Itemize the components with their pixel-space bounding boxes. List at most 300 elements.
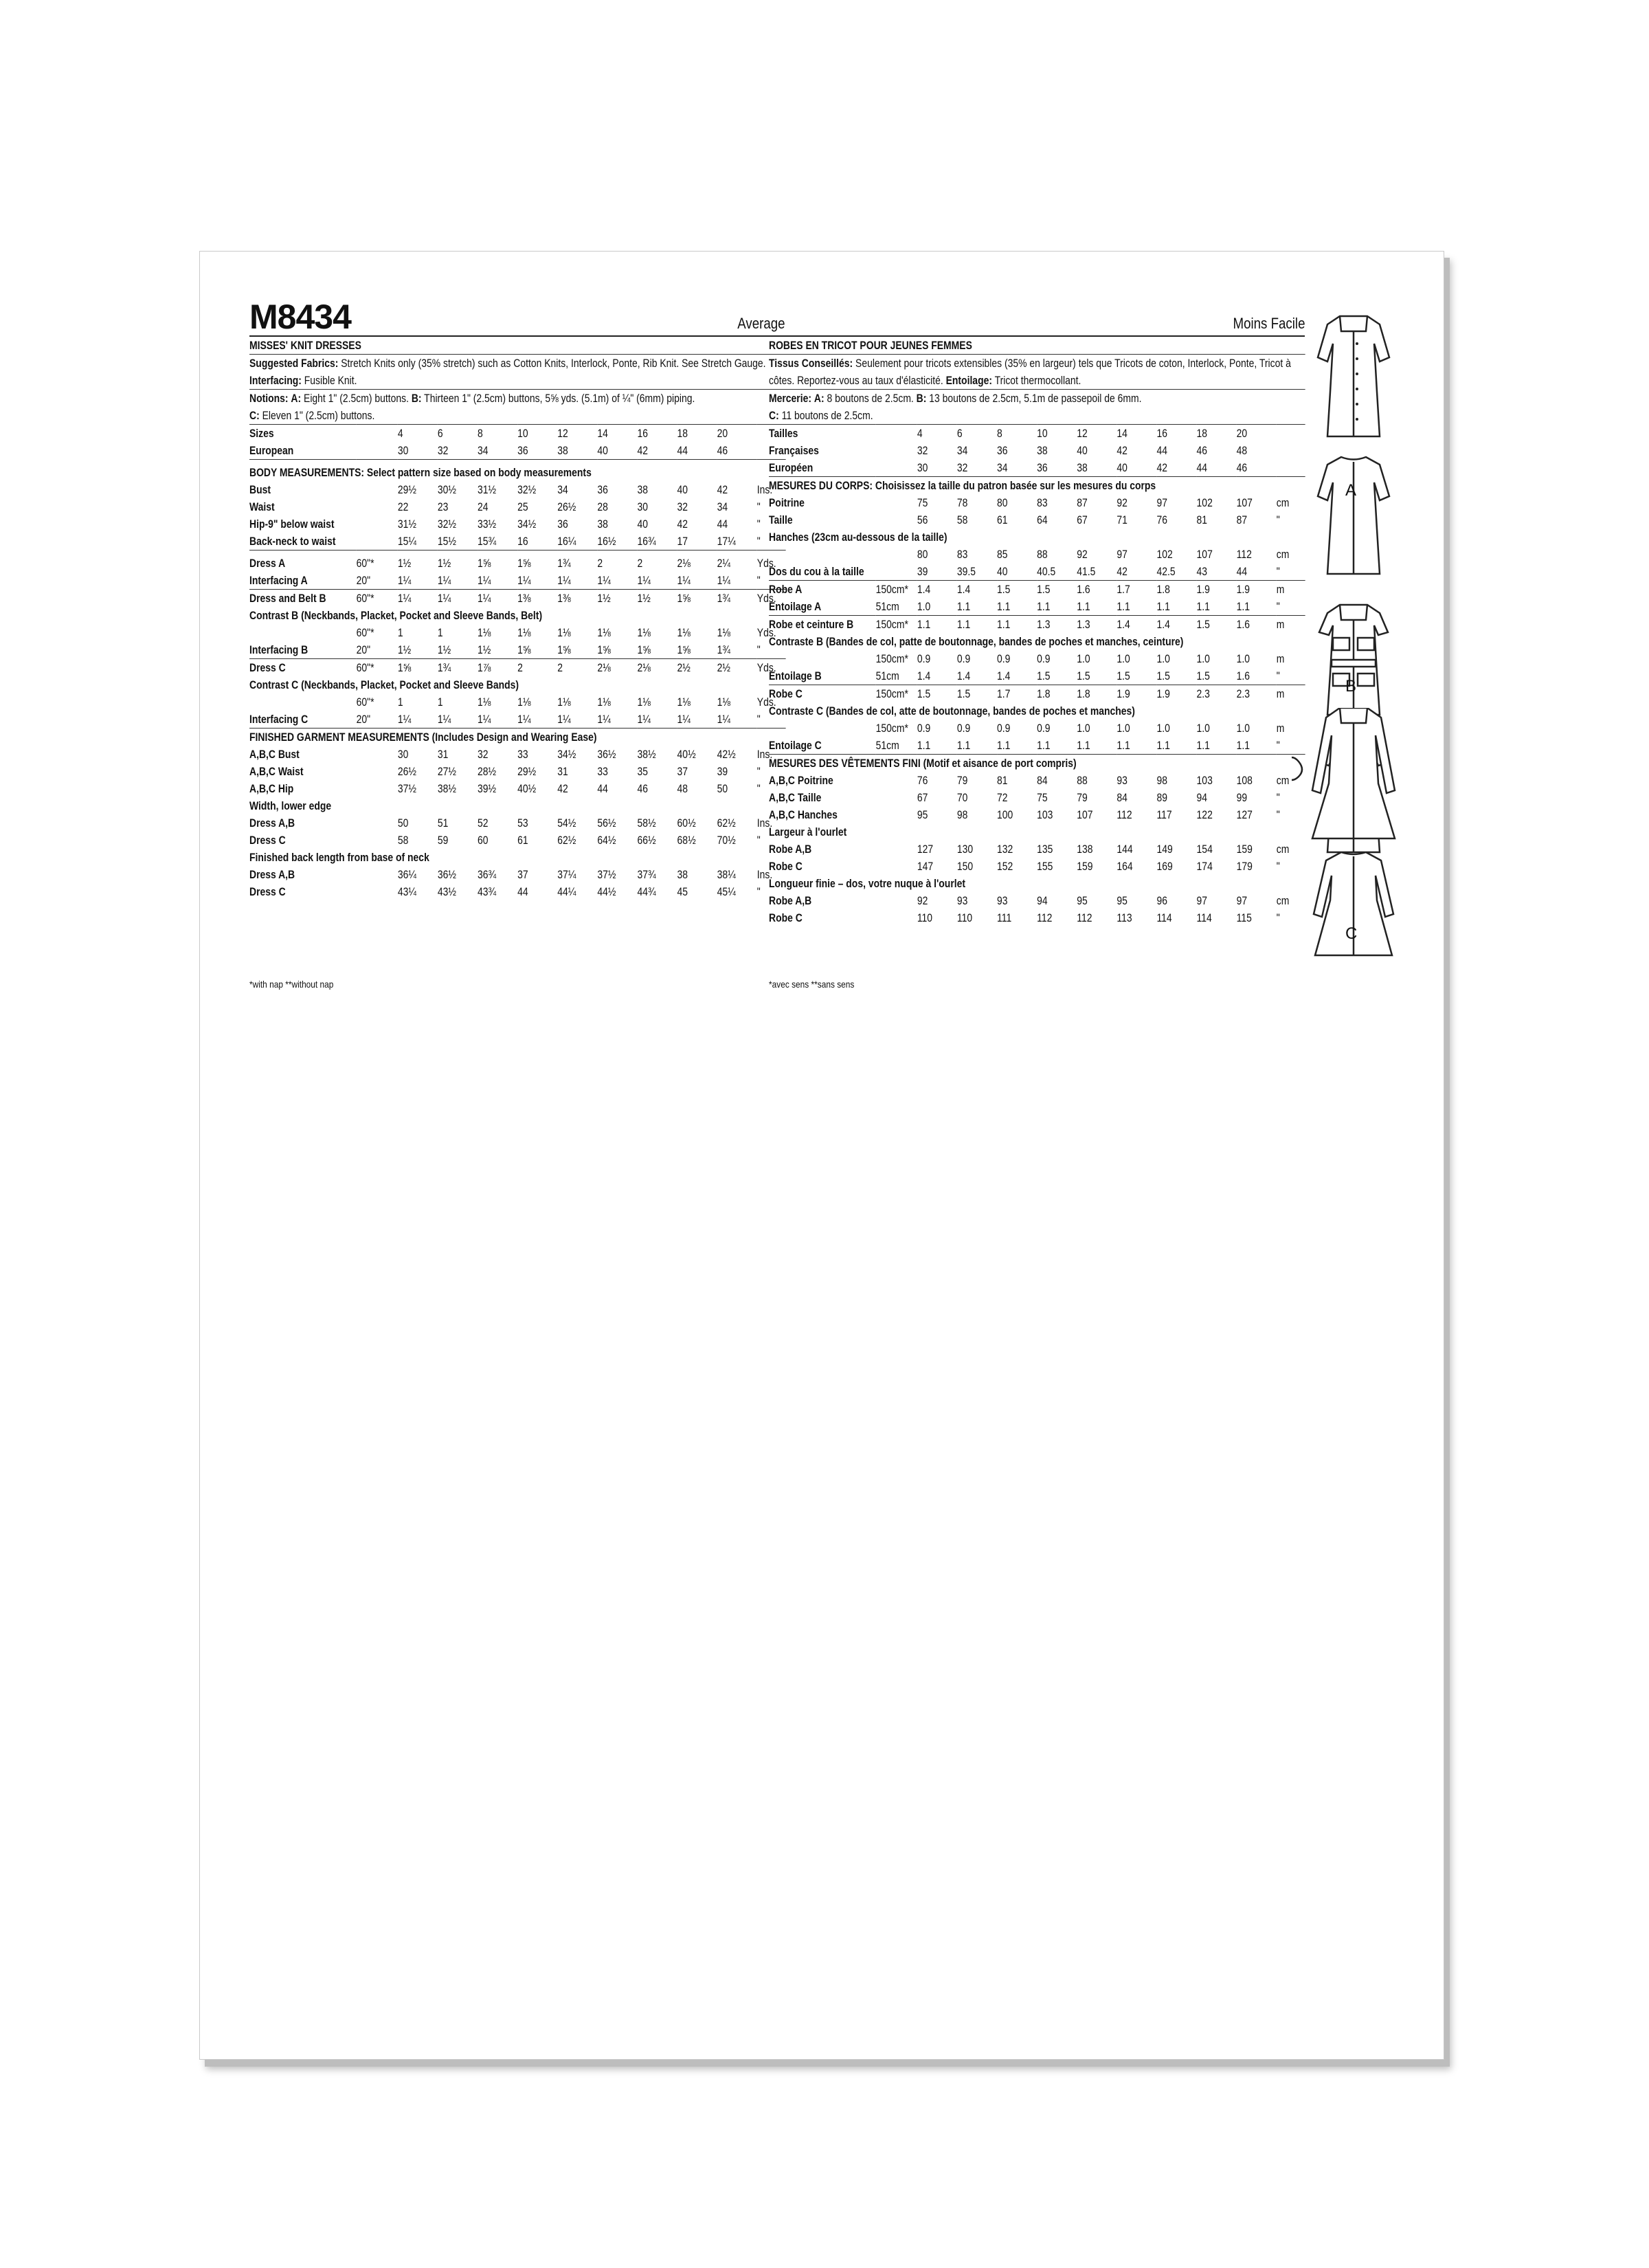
size-value: 70½ [717, 834, 736, 847]
size-value: 15½ [437, 535, 457, 548]
size-value: 28½ [478, 765, 497, 778]
size-value: 16¾ [637, 535, 656, 548]
table-row [249, 425, 785, 443]
size-value: 1¾ [717, 590, 757, 608]
size-value: 1.0 [1196, 652, 1210, 665]
size-value: 1.7 [997, 685, 1037, 703]
size-value: 32½ [437, 518, 457, 531]
fabric-width: 60"* [357, 590, 398, 608]
table-row [249, 676, 785, 693]
size-value: 42 [1117, 565, 1128, 578]
size-value: 43½ [437, 885, 457, 898]
size-value: 102 [1156, 548, 1173, 561]
size-value: 135 [1037, 843, 1053, 856]
size-value: 1½ [437, 643, 451, 656]
fabric-width [357, 425, 398, 443]
size-value: 12 [1077, 425, 1117, 443]
size-value: 1.1 [1236, 600, 1250, 613]
size-value: 1.1 [1196, 739, 1210, 752]
size-value: 1⅝ [557, 643, 571, 656]
size-value: 95 [917, 808, 928, 821]
english-info [249, 337, 785, 900]
size-value: 71 [1117, 513, 1128, 526]
table-row [249, 551, 785, 572]
table-row [769, 720, 1305, 737]
size-value: 45¼ [717, 885, 736, 898]
size-value: 1⅞ [478, 659, 517, 677]
size-value: 44½ [597, 885, 616, 898]
table-row [769, 563, 1305, 581]
row-label: Dress C [249, 659, 357, 677]
size-value: 1 [397, 696, 403, 709]
size-value: 96 [1156, 894, 1167, 907]
size-value: 4 [398, 425, 438, 443]
size-value: 1.1 [1037, 600, 1051, 613]
size-value: 38½ [637, 748, 656, 761]
notions-c-label-fr: C: [769, 409, 779, 422]
row-label: A,B,C Poitrine [769, 774, 833, 787]
size-value: 58 [956, 513, 968, 526]
unit: " [756, 713, 761, 726]
size-value: 111 [997, 911, 1012, 924]
row-heading: Contraste C (Bandes de col, atte de boutonnage, bandes de poches et manches) [769, 704, 1135, 718]
fabrics-paragraph-fr [769, 355, 1305, 390]
size-value: 40 [1077, 444, 1088, 457]
row-label: Tailles [769, 425, 876, 443]
size-value: 150 [956, 860, 974, 873]
table-row [249, 641, 785, 659]
size-value: 97 [1196, 894, 1208, 907]
fabric-width: 51cm [875, 600, 899, 613]
notions-a: Eight 1" (2.5cm) buttons. [304, 392, 409, 405]
row-label: Européen [769, 461, 814, 474]
unit: " [756, 885, 761, 898]
size-value: 89 [1156, 791, 1167, 804]
unit: m [1277, 581, 1305, 599]
size-value: 32 [917, 444, 928, 457]
table-row [769, 755, 1305, 772]
row-label: Dress C [249, 834, 286, 847]
table-row [769, 685, 1305, 703]
size-value: 1⅝ [597, 643, 611, 656]
notions-b-label-fr: B: [916, 392, 927, 405]
table-row [249, 866, 785, 883]
table-row [769, 806, 1305, 823]
size-value: 1¼ [637, 574, 651, 587]
size-value: 16½ [597, 535, 616, 548]
row-heading: Hanches (23cm au-dessous de la taille) [769, 531, 947, 544]
size-value: 1¼ [438, 590, 478, 608]
dress-c-front-drawing [1312, 708, 1395, 838]
size-value: 1¼ [478, 713, 491, 726]
size-value: 44 [597, 782, 608, 795]
size-value: 1½ [438, 551, 478, 572]
row-label [249, 624, 357, 641]
fabric-width: 51cm [875, 669, 899, 682]
size-value: 34 [956, 444, 968, 457]
size-value: 1.5 [957, 685, 997, 703]
size-value: 159 [1236, 843, 1253, 856]
unit: " [756, 518, 761, 531]
fabric-width [876, 909, 917, 926]
size-value: 1.1 [917, 616, 957, 634]
size-value: 154 [1196, 843, 1213, 856]
table-row [769, 737, 1305, 755]
row-label: A,B,C Hanches [769, 808, 838, 821]
size-value: 39.5 [956, 565, 976, 578]
size-value: 48 [677, 782, 688, 795]
size-value: 68½ [677, 834, 696, 847]
table-row [249, 624, 785, 641]
size-value: 37½ [397, 782, 416, 795]
size-value: 94 [1196, 791, 1208, 804]
notions-a-label: A: [291, 392, 302, 405]
size-value: 1⅝ [677, 590, 717, 608]
size-value: 20 [1237, 425, 1277, 443]
size-value: 1½ [637, 590, 677, 608]
unit: " [756, 574, 761, 587]
size-value: 72 [997, 791, 1008, 804]
size-value: 80 [917, 548, 928, 561]
size-value: 37 [677, 765, 688, 778]
size-value: 79 [956, 774, 968, 787]
view-label-c: C [1345, 924, 1358, 943]
size-value: 32½ [517, 483, 537, 496]
row-heading: Contraste B (Bandes de col, patte de boutonnage, bandes de poches et manches, ceinture) [769, 635, 1184, 648]
size-value: 1⅜ [517, 590, 557, 608]
size-value: 1¼ [478, 574, 491, 587]
fabric-width [876, 459, 917, 477]
size-value: 38 [1037, 444, 1048, 457]
table-row [769, 511, 1305, 529]
table-row [249, 711, 785, 729]
size-value: 93 [1117, 774, 1128, 787]
size-value: 92 [1117, 496, 1128, 509]
size-value: 1.1 [956, 739, 971, 752]
size-value: 36¾ [478, 868, 497, 881]
row-label: Bust [249, 483, 271, 496]
table-row [249, 498, 785, 515]
size-value: 1.9 [1117, 685, 1156, 703]
size-value: 75 [1037, 791, 1048, 804]
size-value: 25 [517, 500, 528, 513]
size-value: 1.0 [1077, 722, 1090, 735]
size-value: 37¼ [557, 868, 576, 881]
size-value: 1¾ [557, 551, 597, 572]
size-value: 1.4 [917, 669, 931, 682]
row-label: Robe A,B [769, 894, 812, 907]
size-value: 1 [397, 626, 403, 639]
size-value: 1.6 [1077, 581, 1117, 599]
unit: " [756, 765, 761, 778]
fabrics-text: Stretch Knits only (35% stretch) such as Cotton Knits, Interlock, Ponte, Rib Knit. See Stretch Gauge. [341, 357, 766, 370]
size-value: 15¼ [397, 535, 416, 548]
row-heading: BODY MEASUREMENTS: Select pattern size based on body measurements [249, 460, 785, 482]
fabric-width [876, 892, 917, 909]
size-value: 38 [557, 444, 568, 457]
fabric-width [357, 814, 398, 832]
notions-b-fr: 13 boutons de 2.5cm, 5.1m de passepoil de 6mm. [929, 392, 1142, 405]
notions-label-fr: Mercerie: [769, 392, 811, 405]
row-heading: Contrast C (Neckbands, Placket, Pocket and Sleeve Bands) [249, 678, 519, 691]
size-value: 40.5 [1037, 565, 1056, 578]
table-row [249, 849, 785, 866]
table-row [769, 494, 1305, 511]
size-value: 2⅛ [597, 659, 637, 677]
french-measurement-table [769, 424, 1305, 926]
table-row [249, 693, 785, 711]
size-value: 36 [1037, 461, 1048, 474]
size-value: 33 [597, 765, 608, 778]
size-value: 40 [597, 444, 608, 457]
garment-title-fr: ROBES EN TRICOT POUR JEUNES FEMMES [769, 337, 1305, 355]
size-value: 85 [997, 548, 1008, 561]
size-value: 76 [1156, 513, 1167, 526]
size-value: 80 [997, 496, 1008, 509]
size-value: 39 [917, 565, 928, 578]
unit: Ins. [756, 748, 773, 761]
size-value: 4 [917, 425, 957, 443]
unit: cm [1276, 548, 1290, 561]
size-value: 87 [1236, 513, 1248, 526]
size-value: 30½ [437, 483, 457, 496]
fabric-width: 20" [356, 574, 371, 587]
size-value: 1.8 [1037, 685, 1077, 703]
size-value: 1.4 [957, 581, 997, 599]
fabrics-label-fr: Tissus Conseillés: [769, 357, 853, 370]
notions-paragraph [249, 390, 785, 424]
interfacing-text-fr: Tricot thermocollant. [994, 374, 1081, 387]
size-value: 110 [956, 911, 973, 924]
size-value: 114 [1156, 911, 1172, 924]
size-value: 62½ [717, 816, 736, 830]
table-row [769, 477, 1305, 495]
table-row [249, 814, 785, 832]
size-value: 107 [1077, 808, 1093, 821]
size-value: 45 [677, 885, 688, 898]
fabric-width [357, 780, 398, 797]
size-value: 44¾ [637, 885, 656, 898]
row-label: A,B,C Waist [249, 765, 304, 778]
row-label: Dress A,B [249, 816, 295, 830]
size-value: 35 [637, 765, 648, 778]
size-value: 152 [997, 860, 1013, 873]
size-value: 44 [517, 885, 528, 898]
size-value: 112 [1236, 548, 1252, 561]
pattern-envelope-back [199, 251, 1444, 2060]
size-value: 1.1 [997, 600, 1011, 613]
row-label: A,B,C Hip [249, 782, 294, 795]
size-value: 1.1 [957, 616, 997, 634]
size-value: 1.6 [1237, 616, 1277, 634]
size-value: 1⅝ [637, 643, 651, 656]
fabric-width [357, 515, 398, 533]
size-value: 127 [1236, 808, 1253, 821]
unit: Yds. [757, 551, 786, 572]
size-value: 1.1 [997, 739, 1011, 752]
size-value: 84 [1037, 774, 1048, 787]
size-value: 39 [717, 765, 728, 778]
dress-b-front-drawing [1319, 605, 1388, 715]
size-value: 1.6 [1236, 669, 1250, 682]
size-value: 164 [1117, 860, 1133, 873]
notions-b: Thirteen 1" (2.5cm) buttons, 5⅝ yds. (5.1m) of ¼" (6mm) piping. [424, 392, 695, 405]
size-value: 1¼ [637, 713, 651, 726]
fabric-width: 60"* [357, 659, 398, 677]
row-label: Robe C [769, 860, 803, 873]
interfacing-label: Interfacing: [249, 374, 302, 387]
unit: Ins. [756, 483, 773, 496]
fabric-width [876, 858, 917, 875]
notions-paragraph-fr [769, 390, 1305, 424]
row-label: Dress A [249, 551, 357, 572]
table-row [769, 425, 1305, 443]
size-value: 1.5 [1037, 581, 1077, 599]
row-label: Robe et ceinture B [769, 616, 876, 634]
size-value: 97 [1156, 496, 1167, 509]
notions-c: Eleven 1" (2.5cm) buttons. [262, 409, 375, 422]
size-value: 1.1 [917, 739, 931, 752]
size-value: 41.5 [1077, 565, 1096, 578]
size-value: 1.1 [1196, 600, 1210, 613]
row-label: A,B,C Taille [769, 791, 822, 804]
size-value: 100 [997, 808, 1013, 821]
size-value: 2 [597, 551, 637, 572]
size-value: 1¼ [677, 574, 691, 587]
size-value: 1¼ [557, 713, 571, 726]
row-label: Interfacing C [249, 713, 309, 726]
row-heading: MESURES DU CORPS: Choisissez la taille du patron basée sur les mesures du corps [769, 477, 1305, 495]
size-value: 30 [637, 500, 648, 513]
size-value: 31 [557, 765, 568, 778]
size-value: 1.1 [1156, 739, 1170, 752]
size-value: 31½ [478, 483, 497, 496]
table-row [769, 546, 1305, 563]
unit: " [756, 782, 761, 795]
table-row [249, 659, 785, 677]
unit: " [1276, 513, 1280, 526]
row-label [769, 720, 876, 737]
size-value: 1.0 [1236, 722, 1250, 735]
size-value: 1⅛ [517, 696, 531, 709]
fabric-width [876, 546, 917, 563]
size-value: 103 [1037, 808, 1053, 821]
size-value: 26½ [397, 765, 416, 778]
size-value: 32 [677, 500, 688, 513]
interfacing-text: Fusible Knit. [304, 374, 357, 387]
fabric-width: 51cm [875, 739, 899, 752]
table-row [249, 460, 785, 482]
size-value: 32 [956, 461, 968, 474]
size-value: 1.1 [1156, 600, 1170, 613]
size-value: 48 [1236, 444, 1248, 457]
size-value: 2 [557, 659, 597, 677]
table-row [249, 533, 785, 551]
garment-title: MISSES' KNIT DRESSES [249, 337, 785, 355]
size-value: 43¾ [478, 885, 497, 898]
size-value: 92 [917, 894, 928, 907]
fabrics-label: Suggested Fabrics: [249, 357, 339, 370]
size-value: 43 [1196, 565, 1208, 578]
view-label-b: B [1345, 677, 1357, 696]
table-row [769, 702, 1305, 720]
unit: Yds. [757, 590, 786, 608]
footnote-en: *with nap **without nap [249, 979, 334, 990]
size-value: 1.0 [1077, 652, 1090, 665]
unit: m [1276, 722, 1285, 735]
size-value: 1½ [478, 643, 491, 656]
table-row [769, 581, 1305, 599]
row-label: Interfacing B [249, 643, 309, 656]
size-value: 130 [956, 843, 974, 856]
fabric-width [357, 866, 398, 883]
table-row [769, 789, 1305, 806]
unit: " [756, 535, 761, 548]
size-value: 1⅛ [557, 696, 571, 709]
size-value: 107 [1196, 548, 1213, 561]
table-row [249, 797, 785, 814]
unit: cm [1276, 843, 1290, 856]
row-label: Waist [249, 500, 275, 513]
notions-c-fr: 11 boutons de 2.5cm. [781, 409, 873, 422]
size-value: 95 [1117, 894, 1128, 907]
size-value: 1.9 [1156, 685, 1196, 703]
fabric-width [357, 883, 398, 900]
size-value: 40 [1117, 461, 1128, 474]
size-value: 112 [1077, 911, 1092, 924]
size-value: 53 [517, 816, 528, 830]
size-value: 1¼ [677, 713, 691, 726]
size-value: 1 [437, 626, 443, 639]
size-value: 81 [1196, 513, 1208, 526]
size-value: 1.5 [1197, 616, 1237, 634]
size-value: 32 [437, 444, 449, 457]
table-row [769, 667, 1305, 685]
size-value: 95 [1077, 894, 1088, 907]
size-value: 40 [997, 565, 1008, 578]
size-value: 97 [1117, 548, 1128, 561]
fabric-width [357, 481, 398, 498]
size-value: 50 [717, 782, 728, 795]
table-row [769, 459, 1305, 477]
unit: cm [1276, 774, 1290, 787]
row-heading: FINISHED GARMENT MEASUREMENTS (Includes Design and Wearing Ease) [249, 729, 785, 746]
size-value: 42 [557, 782, 568, 795]
unit: cm [1276, 894, 1290, 907]
unit: m [1277, 616, 1305, 634]
size-value: 23 [437, 500, 449, 513]
size-value: 1.9 [1237, 581, 1277, 599]
size-value: 92 [1077, 548, 1088, 561]
size-value: 76 [917, 774, 928, 787]
unit: cm [1276, 496, 1290, 509]
size-value: 2⅛ [637, 659, 677, 677]
size-value: 1.1 [1077, 600, 1090, 613]
unit: " [756, 834, 761, 847]
size-value: 147 [917, 860, 934, 873]
row-label: Dress and Belt B [249, 590, 357, 608]
size-value: 30 [397, 748, 409, 761]
size-value: 1.1 [1037, 739, 1051, 752]
french-column [769, 298, 1305, 926]
size-value: 1¼ [597, 713, 611, 726]
unit: " [1276, 911, 1280, 924]
unit: Yds. [756, 696, 776, 709]
unit: " [1276, 600, 1280, 613]
row-label: Hip-9" below waist [249, 518, 335, 531]
size-value: 110 [917, 911, 933, 924]
size-value: 24 [478, 500, 489, 513]
